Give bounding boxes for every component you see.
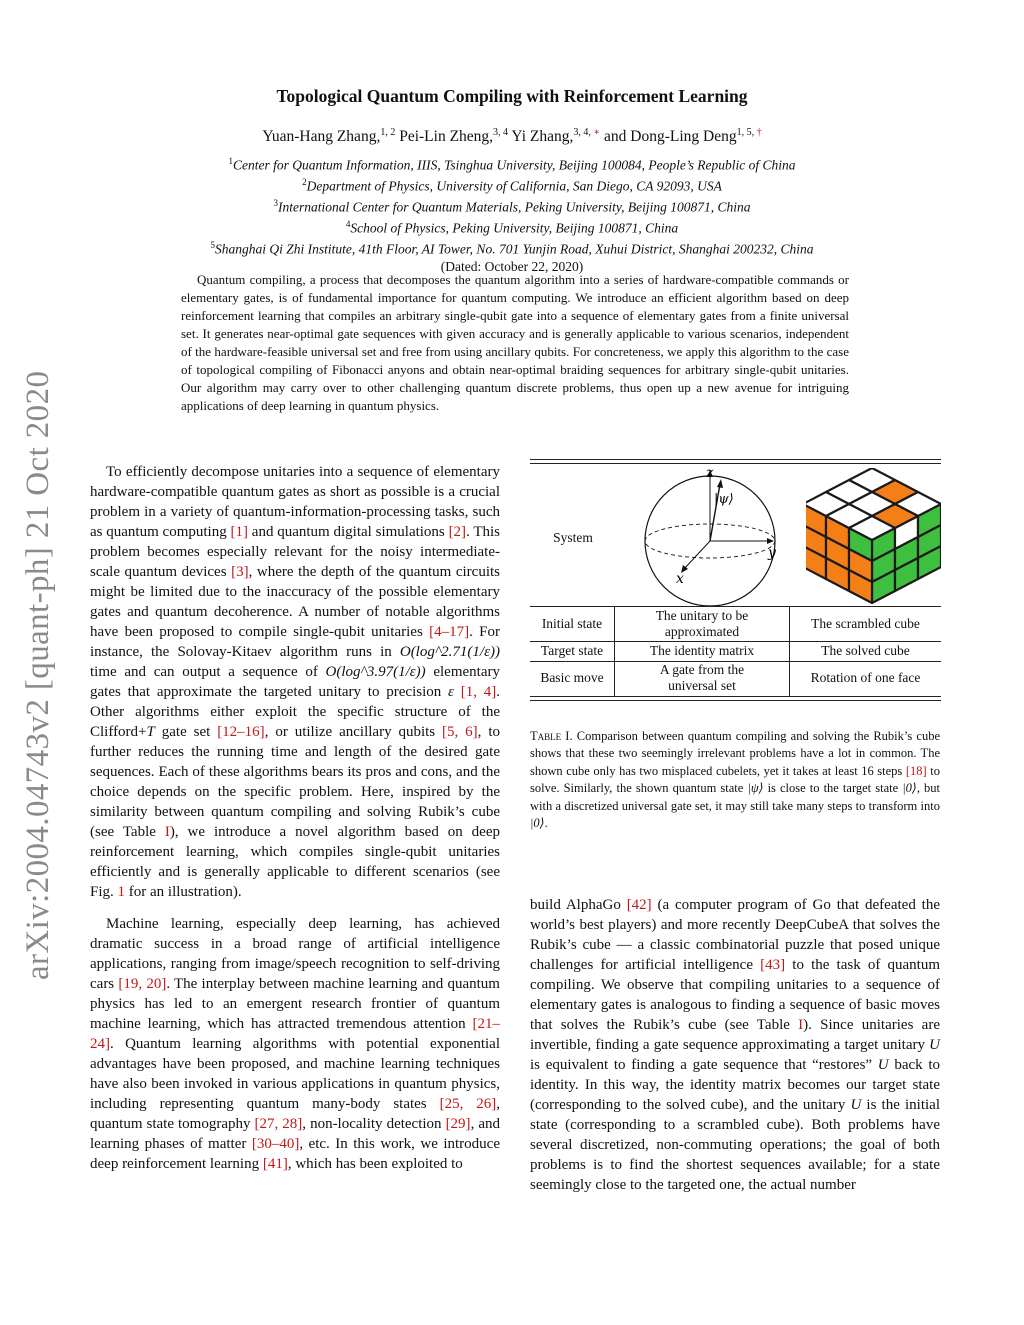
arxiv-identifier: arXiv:2004.04743v2 [quant-ph] 21 Oct 2020 — [20, 370, 56, 980]
text-segment: . This problem becomes especially relevant for the noisy intermediate-scale quantum devices — [90, 524, 500, 580]
citation-link[interactable]: [42] — [626, 897, 652, 913]
citation-link[interactable]: [2] — [448, 524, 467, 540]
citation-link[interactable]: [4–17] — [429, 624, 470, 640]
text-segment: . For instance, the Solovay-Kitaev algorithm runs in — [90, 624, 500, 660]
table-cell-cube: Rotation of one face — [810, 670, 921, 685]
citation-link[interactable]: [1, 4] — [460, 684, 497, 700]
affiliation: $^4$School of Physics, Peking University, Beijing 100871, China — [345, 219, 679, 236]
text-segment: gate set — [154, 724, 218, 740]
x-axis-label: x — [676, 571, 684, 587]
citation-link[interactable]: [21–24] — [90, 1016, 500, 1052]
table-cell-quantum: The identity matrix — [649, 643, 755, 658]
math-expression: U — [877, 1057, 889, 1073]
math-expression: U — [929, 1037, 940, 1053]
text-segment: . Quantum learning algorithms with potential exponential advantages have been proposed, and machine learning techniques have also been invoked in various applications in quantum physics, including representing quantum many-body states — [90, 1036, 500, 1112]
text-segment: , where the depth of the quantum circuits might be limited due to the inaccuracy of the possible elementary gates and quantum decoherence. A number of notable algorithms have been proposed to compile single-qubit unitaries — [90, 564, 500, 640]
text-segment: build AlphaGo — [530, 897, 627, 913]
bloch-sphere-figure — [628, 466, 792, 606]
and-word: and — [604, 128, 627, 146]
math-expression: |0⟩ — [530, 816, 545, 831]
dated-line: (Dated: October 22, 2020) — [440, 259, 584, 275]
citation-link[interactable]: [30–40] — [251, 1136, 300, 1152]
text-segment: elementary gates that approximate the targeted unitary to precision — [90, 664, 500, 700]
citation-link[interactable]: [29] — [445, 1116, 471, 1132]
table-row-label: Basic move — [540, 670, 604, 685]
text-segment: , but with a discretized universal gate set, it may still take many steps to transform into — [530, 781, 940, 813]
state-vector-arrow — [717, 479, 723, 488]
citation-link[interactable]: I — [798, 1017, 804, 1033]
abstract: Quantum compiling, a process that decomposes the quantum algorithm into a series of hardware-compatible commands or elementary gates, is of fundamental importance for quantum computing. We introduce an efficient algorithm based on deep reinforcement learning that compiles an arbitrary single-qubit gate into a sequence of elementary gates from a finite universal set. It generates near-optimal gate sequences with given accuracy and is generally applicable to various scenarios, independent of the hardware-feasible universal set and free from using ancillary qubits. For concreteness, we apply this algorithm to the case of topological compiling of Fibonacci anyons and obtain near-optimal braiding sequences for arbitrary single-qubit unitaries. Our algorithm may carry over to other challenging quantum discrete problems, thus open up a new avenue for intriguing applications of deep learning in quantum physics. — [181, 272, 849, 413]
text-segment: is the initial state (corresponding to a scrambled cube). Both problems have several discretized, non-commuting operations; the goal of both problems is to find the shortest sequences available; for a state seemingly close to the targeted one, the actual number — [530, 1097, 940, 1193]
table-top-rule — [530, 459, 941, 460]
author-name: Dong-Ling Deng — [630, 128, 737, 146]
table-cell-quantum: A gate from the universal set — [659, 662, 745, 693]
text-segment: for an illustration). — [125, 884, 242, 900]
math-expression: ε — [448, 684, 454, 700]
text-segment: ), we introduce a novel algorithm based on deep reinforcement learning, which compiles single-qubit unitaries efficiently and is generally applicable to different scenarios (see Fig. — [90, 824, 501, 900]
text-segment: to the task of quantum compiling. We observe that compiling unitaries to a sequence of elementary gates is analogous to finding a sequence of basic moves that solves the Rubik’s cube (see Table — [530, 957, 940, 1033]
math-expression: |ψ⟩ — [747, 781, 764, 796]
z-axis-label: z — [706, 466, 714, 481]
math-expression: T — [146, 724, 155, 740]
text-segment: and quantum digital simulations — [248, 524, 449, 540]
corresponding-mark[interactable]: ∗ — [593, 127, 601, 138]
text-segment: is equivalent to finding a gate sequence that “restores” — [530, 1057, 878, 1073]
text-segment: , non-locality detection — [302, 1116, 446, 1132]
text-segment: . — [544, 816, 548, 831]
table-row-label: Initial state — [541, 616, 603, 631]
paper-title: Topological Quantum Compiling with Reinforcement Learning — [276, 86, 748, 106]
text-segment: , and learning phases of matter — [90, 1116, 500, 1152]
text-segment — [454, 684, 461, 700]
table-row-label: System — [553, 530, 593, 545]
table-bottom-rule — [530, 700, 941, 701]
paragraph — [90, 914, 500, 1174]
table-cell-cube: The scrambled cube — [811, 616, 920, 631]
table-row-rule — [530, 641, 941, 642]
author-name: Pei-Lin Zheng, — [399, 128, 494, 146]
citation-link[interactable]: 1 — [117, 884, 126, 900]
table-mid-rule — [530, 606, 941, 607]
affiliation: $^3$International Center for Quantum Materials, Peking University, Beijing 100871, China — [273, 198, 751, 215]
author-affil-sup: 3, 4 — [493, 127, 509, 138]
rubiks-cube-figure — [806, 468, 941, 604]
text-segment: , or utilize ancillary qubits — [264, 724, 443, 740]
table-row-label: Target state — [540, 643, 604, 658]
math-expression: U — [850, 1097, 862, 1113]
paragraph — [90, 462, 500, 902]
text-segment: (a computer program of Go that defeated the world’s best players) and more recently DeepCubeA that solves the Rubik’s cube — a classic combinatorial puzzle that posed unique challenges for artificial intelligence — [530, 897, 940, 973]
y-axis-arrow — [767, 538, 774, 544]
citation-link[interactable]: I — [164, 824, 170, 840]
text-segment: . The interplay between machine learning and quantum physics has led to an emergent research frontier of quantum machine learning, which has attracted tremendous attention — [90, 976, 500, 1032]
text-segment: , etc. In this work, we introduce deep reinforcement learning — [90, 1136, 500, 1172]
psi-label: |ψ⟩ — [714, 492, 734, 507]
author-affil-sup: 3, 4, ∗ — [573, 127, 601, 138]
citation-link[interactable]: [3] — [231, 564, 249, 580]
corresponding-mark[interactable]: † — [756, 127, 762, 138]
affiliation: $^5$Shanghai Qi Zhi Institute, 41th Floor, AI Tower, No. 701 Yunjin Road, Xuhui District, Shanghai 200232, China — [210, 240, 814, 257]
right-column — [530, 895, 940, 1195]
author-name: Yi Zhang, — [511, 128, 574, 146]
x-axis — [684, 541, 710, 569]
table-caption — [530, 728, 940, 832]
math-expression: O(log^2.71(1/ε)) — [399, 644, 500, 660]
text-segment: , to further reduces the running time and length of the desired gate sequences. Each of these algorithms bears its pros and cons, and the choice depends on the specific problem. Here, inspired by the similarity between quantum compiling and solving Rubik’s cube (see Table — [90, 724, 500, 840]
math-expression: |0⟩ — [902, 781, 917, 796]
citation-link[interactable]: [5, 6] — [442, 724, 478, 740]
citation-link[interactable]: [12–16] — [217, 724, 265, 740]
y-axis-label: y — [768, 545, 776, 561]
citation-link[interactable]: [1] — [230, 524, 248, 540]
caption-text — [530, 729, 940, 830]
text-segment: To efficiently decompose unitaries into a sequence of elementary hardware-compatible quantum gates as short as possible is a crucial problem in a variety of quantum-information-processing tasks, such as quantum computing — [90, 464, 500, 540]
text-segment: , quantum state tomography — [90, 1096, 500, 1132]
citation-link[interactable]: [27, 28] — [254, 1116, 303, 1132]
table-cell-quantum: The unitary to be approximated — [655, 608, 749, 639]
author-name: Yuan-Hang Zhang, — [262, 128, 381, 146]
left-column — [90, 462, 500, 1174]
text-segment: Machine learning, especially deep learning, has achieved dramatic success in a broad range of artificial intelligence applications, ranging from image/speech recognition to self-driving cars — [90, 916, 500, 992]
affiliations — [0, 153, 1024, 276]
citation-link[interactable]: [43] — [760, 957, 786, 973]
citation-link[interactable]: [41] — [262, 1156, 288, 1172]
author-list — [0, 127, 1024, 146]
affiliation: $^2$Department of Physics, University of California, San Diego, CA 92093, USA — [302, 177, 722, 194]
math-expression: O(log^3.97(1/ε)) — [325, 664, 426, 680]
table-bottom-rule — [530, 696, 941, 697]
author-affil-sup: 1, 2 — [380, 127, 396, 138]
citation-link[interactable]: [19, 20] — [118, 976, 167, 992]
text-segment: , which has been exploited to — [287, 1156, 463, 1172]
caption-head: Table I. — [530, 729, 573, 743]
citation-link[interactable]: [25, 26] — [439, 1096, 497, 1112]
affiliation: $^1$Center for Quantum Information, IIIS, Tsinghua University, Beijing 100084, People’s Republic of China — [228, 156, 796, 173]
table-cell-cube: The solved cube — [821, 643, 910, 658]
text-segment: is close to the target state — [763, 781, 903, 796]
text-segment: . Other algorithms either exploit the specific structure of the Clifford+ — [90, 684, 501, 740]
text-segment: ). Since unitaries are invertible, finding a gate sequence approximating a target unitary — [530, 1017, 940, 1053]
text-segment: Comparison between quantum compiling and solving the Rubik’s cube shows that these two seemingly irrelevant problems have a lot in common. The shown cube only has two misplaced cubelets, yet it takes at least 16 steps — [530, 729, 941, 778]
table-top-rule — [530, 463, 941, 464]
citation-link[interactable]: [18] — [905, 763, 927, 778]
author-affil-sup: 1, 5, † — [736, 127, 762, 138]
paragraph — [530, 895, 940, 1195]
text-segment: back to identity. In this way, the identity matrix becomes our target state (corresponding to the solved cube), and the unitary — [530, 1057, 941, 1113]
text-segment: time and can output a sequence of — [90, 664, 326, 680]
text-segment: to solve. Similarly, the shown quantum state — [530, 763, 940, 796]
